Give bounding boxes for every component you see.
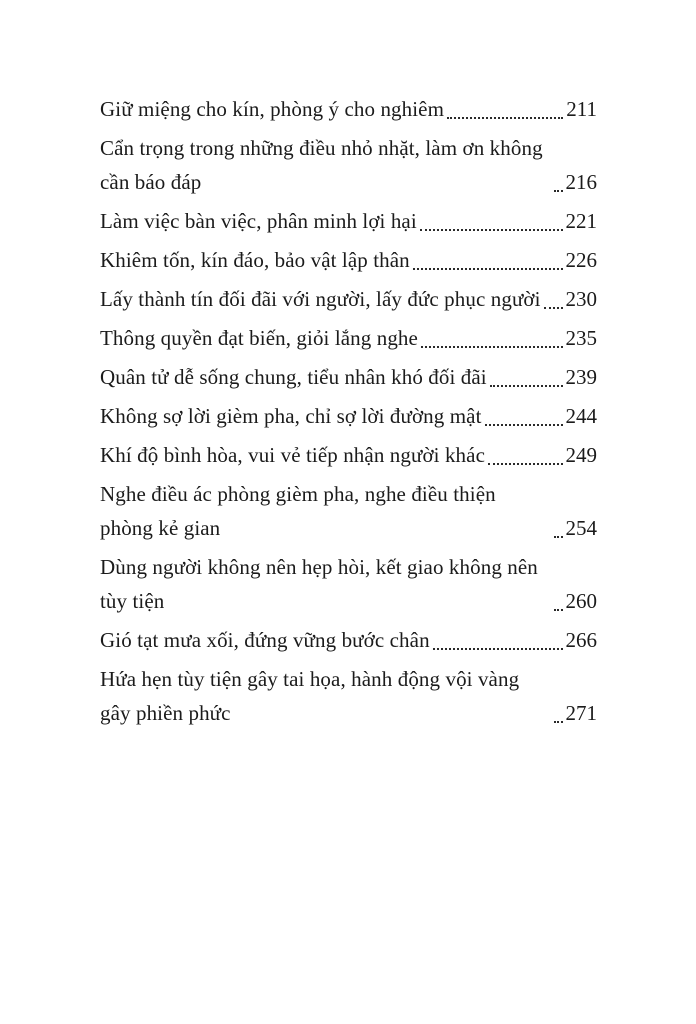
toc-entry-page-number: 260	[565, 589, 597, 613]
toc-entry-page-number: 235	[565, 326, 597, 350]
toc-entry-title: Khiêm tốn, kín đáo, bảo vật lập thân	[100, 248, 410, 272]
toc-entry-page-number: 239	[565, 365, 597, 389]
toc-entry-page-number: 271	[565, 701, 597, 725]
toc-entry	[100, 438, 597, 472]
toc-entry-page-number: 216	[565, 170, 597, 194]
toc-entry-page-number: 221	[565, 209, 597, 233]
toc-entry	[100, 360, 597, 394]
toc-entry-page-number: 230	[565, 287, 597, 311]
toc-entry	[100, 321, 597, 355]
toc-entry	[100, 204, 597, 238]
toc-entry	[100, 282, 597, 316]
toc-entry	[100, 243, 597, 277]
toc-entry-page-number: 211	[566, 97, 597, 121]
toc-entry	[100, 131, 597, 199]
dotted-leader	[420, 229, 563, 231]
toc-entry-page-number: 244	[565, 404, 597, 428]
dotted-leader	[554, 609, 563, 611]
toc-entry-title: Lấy thành tín đối đãi với người, lấy đức phục người	[100, 287, 541, 311]
toc-entry-title: Làm việc bàn việc, phân minh lợi hại	[100, 209, 417, 233]
toc-entry-title: Giữ miệng cho kín, phòng ý cho nghiêm	[100, 97, 445, 121]
dotted-leader	[421, 346, 563, 348]
dotted-leader	[447, 117, 563, 119]
toc-entry	[100, 550, 597, 618]
dotted-leader	[554, 536, 563, 538]
toc-entry-title: Khí độ bình hòa, vui vẻ tiếp nhận người khác	[100, 443, 485, 467]
toc-entry-page-number: 254	[565, 516, 597, 540]
toc-entry-title: Quân tử dễ sống chung, tiểu nhân khó đối đãi	[100, 365, 487, 389]
dotted-leader	[488, 463, 563, 465]
toc-entry	[100, 662, 597, 730]
toc-entry	[100, 477, 597, 545]
toc-entry-title: Thông quyền đạt biến, giỏi lắng nghe	[100, 326, 418, 350]
toc-entry-title: Dùng người không nên hẹp hòi, kết giao không nên tùy tiện	[100, 555, 538, 613]
dotted-leader	[490, 385, 563, 387]
dotted-leader	[554, 721, 562, 723]
toc-list	[100, 92, 597, 730]
toc-entry-title: Không sợ lời gièm pha, chỉ sợ lời đường mật	[100, 404, 482, 428]
toc-entry-title: Gió tạt mưa xối, đứng vững bước chân	[100, 628, 430, 652]
toc-entry-page-number: 226	[565, 248, 597, 272]
toc-entry-title: Cẩn trọng trong những điều nhỏ nhặt, làm ơn không cần báo đáp	[100, 136, 543, 194]
dotted-leader	[433, 648, 563, 650]
dotted-leader	[413, 268, 563, 270]
toc-entry	[100, 623, 597, 657]
toc-entry-title: Nghe điều ác phòng gièm pha, nghe điều thiện phòng kẻ gian	[100, 482, 496, 540]
dotted-leader	[485, 424, 563, 426]
toc-entry-title: Hứa hẹn tùy tiện gây tai họa, hành động vội vàng gây phiền phức	[100, 667, 520, 725]
toc-entry	[100, 399, 597, 433]
toc-entry	[100, 92, 597, 126]
toc-entry-page-number: 249	[565, 443, 597, 467]
toc-entry-page-number: 266	[565, 628, 597, 652]
dotted-leader	[554, 190, 562, 192]
dotted-leader	[544, 307, 563, 309]
